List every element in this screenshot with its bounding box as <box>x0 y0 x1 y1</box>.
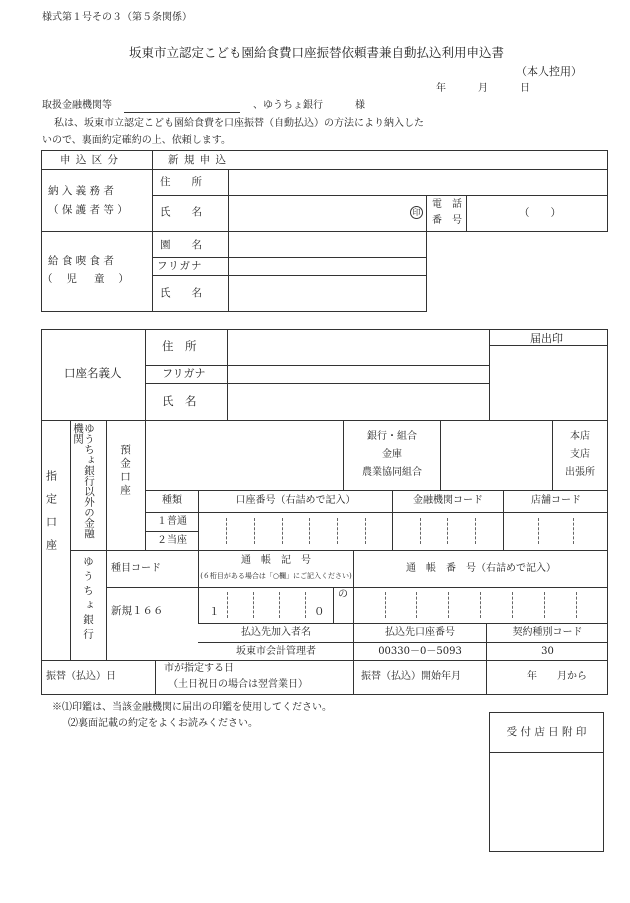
branch-type-branch: 支店 <box>570 449 590 460</box>
payee-account-value: 00330－0－5093 <box>378 646 462 657</box>
account-number-field[interactable] <box>199 513 392 549</box>
bank-code-label: 金融機関コード <box>413 495 483 506</box>
application-type-value: 新 規 申 込 <box>168 154 228 166</box>
payer-label: 納 入 義 務 者 <box>48 185 114 197</box>
item-code-value: 新規１６６ <box>111 605 164 617</box>
institution-separator: 、ゆうちょ銀行 <box>253 100 323 111</box>
holder-label: 口座名義人 <box>64 366 122 380</box>
circle-column-mark: の <box>338 589 348 600</box>
bank-type-ja: 農業協同組合 <box>362 467 422 478</box>
payee-member-label: 払込先加入者名 <box>241 627 311 638</box>
passbook-symbol-first-digit: １ <box>209 606 220 618</box>
child-name-label: 氏 名 <box>160 287 202 299</box>
holder-address-label: 住 所 <box>162 339 197 353</box>
form-title: 坂東市立認定こども園給食費口座振替依頼書兼自動払込利用申込書 <box>129 45 505 60</box>
kind-option-ordinary[interactable]: １普通 <box>157 516 187 527</box>
circle-column-field[interactable] <box>334 602 352 622</box>
item-code-label: 種目コード <box>111 563 161 574</box>
passbook-number-label: 通 帳 番 号（右詰めで記入） <box>406 563 556 574</box>
institution-honorific: 様 <box>355 100 365 111</box>
transfer-start-label: 振替（払込）開始年月 <box>361 671 461 682</box>
payer-address-label: 住 所 <box>160 176 202 188</box>
transfer-date-note: （土日祝日の場合は翌営業日） <box>168 679 308 690</box>
request-line-2: いので、裏面約定確約の上、依頼します。 <box>42 135 231 146</box>
registered-seal-label: 届出印 <box>530 332 563 345</box>
note-seal: ※⑴印鑑は、当該金融機関に届出の印鑑を使用してください。 <box>52 702 332 713</box>
date-year-label: 年 <box>436 83 446 94</box>
branch-code-field[interactable] <box>504 513 608 549</box>
branch-type-office: 出張所 <box>565 467 595 478</box>
institution-label: 取扱金融機関等 <box>42 100 112 111</box>
holder-furigana-label: フリガナ <box>162 367 206 380</box>
seal-icon: 印 <box>410 206 423 219</box>
holder-name-label: 氏 名 <box>162 394 197 408</box>
branch-type-head: 本店 <box>570 431 590 442</box>
child-name-field[interactable] <box>229 276 425 311</box>
school-name-label: 園 名 <box>160 239 202 251</box>
holder-address-field[interactable] <box>228 330 488 364</box>
transfer-date-label: 振替（払込）日 <box>46 671 116 682</box>
form-number: 様式第１号その３（第５条関係） <box>42 12 192 23</box>
eater-label: 給 食 喫 食 者 <box>48 255 114 267</box>
payer-name-label: 氏 名 <box>160 206 202 218</box>
date-month-label: 月 <box>478 83 488 94</box>
phone-field[interactable]: （ ） <box>519 207 561 219</box>
institution-underline <box>124 112 240 113</box>
passbook-symbol-last-digit: ０ <box>314 606 325 618</box>
transfer-start-field[interactable]: 年 月から <box>527 671 587 682</box>
payer-sublabel: （ 保 護 者 等 ） <box>48 204 128 216</box>
receipt-stamp-area[interactable] <box>490 753 603 851</box>
designated-account-label: 指定口座 <box>44 470 58 562</box>
passbook-symbol-label: 通 帳 記 号 <box>241 555 311 566</box>
non-yucho-label: ゆうちょ銀行以外の金融機関 <box>72 423 96 539</box>
date-day-label: 日 <box>520 83 530 94</box>
payer-name-field[interactable] <box>229 196 409 230</box>
payee-account-label: 払込先口座番号 <box>385 627 455 638</box>
transfer-date-value: 市が指定する日 <box>164 663 234 674</box>
account-number-label: 口座番号（右詰めで記入） <box>235 495 356 506</box>
passbook-symbol-note: (６桁目がある場合は「○欄」にご記入ください) <box>200 572 352 580</box>
note-terms: ⑵裏面記載の約定をよくお読みください。 <box>68 718 258 729</box>
bank-name-field[interactable] <box>146 421 342 489</box>
holder-furigana-field[interactable] <box>228 366 488 382</box>
application-type-label: 申 込 区 分 <box>60 154 120 166</box>
registered-seal-area[interactable] <box>490 346 607 419</box>
request-line-1: 私は、坂東市立認定こども園給食費を口座振替（自動払込）の方法により納入した <box>54 118 424 129</box>
contract-code-value: 30 <box>541 646 554 657</box>
phone-label-line1: 電 話 <box>432 199 462 210</box>
bank-code-field[interactable] <box>393 513 503 549</box>
copy-note: （本人控用） <box>516 65 582 78</box>
yucho-label: ゆうちょ銀行 <box>82 556 95 643</box>
contract-code-label: 契約種別コード <box>512 627 583 638</box>
payee-member-value: 坂東市会計管理者 <box>236 646 316 657</box>
deposit-account-label: 預金口座 <box>119 444 132 498</box>
branch-code-label: 店舗コード <box>531 495 581 506</box>
receipt-stamp-label: 受 付 店 日 附 印 <box>506 726 587 738</box>
school-name-field[interactable] <box>229 232 425 256</box>
kind-label: 種類 <box>162 495 182 506</box>
bank-type-shinkin: 金庫 <box>382 449 402 460</box>
holder-name-field[interactable] <box>228 384 488 419</box>
kind-option-current[interactable]: ２当座 <box>157 535 187 546</box>
bank-type-bank: 銀行・組合 <box>367 431 417 442</box>
payer-address-field[interactable] <box>229 170 607 194</box>
eater-sublabel: （ 児 童 ） <box>42 273 129 285</box>
branch-name-field[interactable] <box>441 421 551 489</box>
child-furigana-label: フリガナ <box>157 260 203 272</box>
phone-label-line2: 番 号 <box>432 215 462 226</box>
child-furigana-field[interactable] <box>229 258 425 274</box>
